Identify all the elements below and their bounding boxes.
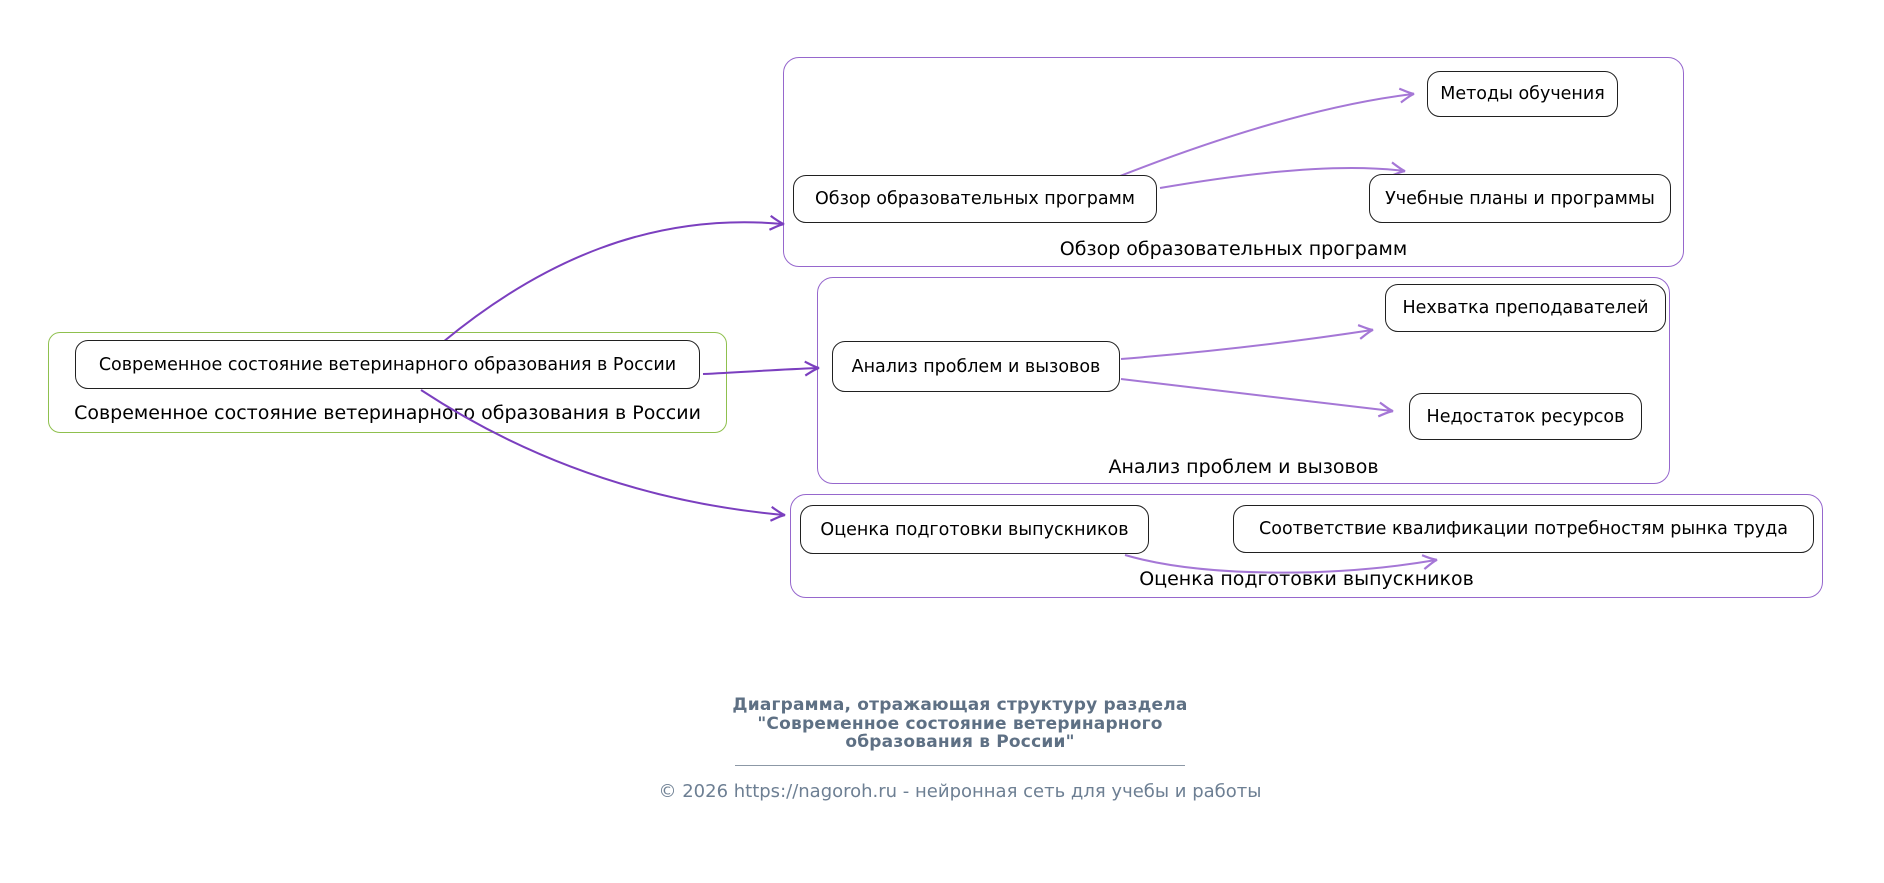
node-sootvetstvie: Соответствие квалификации потребностям рынка труда xyxy=(1233,505,1814,553)
node-nedostatok: Недостаток ресурсов xyxy=(1409,393,1642,440)
footer-title-line3: образования в России" xyxy=(845,732,1075,752)
node-root: Современное состояние ветеринарного образования в России xyxy=(75,340,700,389)
node-metody: Методы обучения xyxy=(1427,71,1618,117)
cluster-obzor-label: Обзор образовательных программ xyxy=(1059,238,1408,260)
footer-copyright: © 2026 https://nagoroh.ru - нейронная сеть для учебы и работы xyxy=(658,780,1262,802)
cluster-analiz-label: Анализ проблем и вызовов xyxy=(1108,456,1379,478)
node-uchebnye: Учебные планы и программы xyxy=(1369,174,1671,223)
footer-title xyxy=(580,696,1340,752)
edge-root-obzor xyxy=(443,222,783,342)
node-analiz: Анализ проблем и вызовов xyxy=(832,341,1120,392)
footer xyxy=(580,696,1340,802)
node-nehvatka: Нехватка преподавателей xyxy=(1385,284,1666,332)
footer-separator xyxy=(735,765,1185,766)
footer-title-line2: "Современное состояние ветеринарного xyxy=(757,713,1163,734)
footer-title-line1: Диаграмма, отражающая структуру раздела xyxy=(732,695,1188,715)
node-ocenka: Оценка подготовки выпускников xyxy=(800,505,1149,554)
cluster-root-label: Современное состояние ветеринарного образования в России xyxy=(74,402,701,424)
node-obzor: Обзор образовательных программ xyxy=(793,175,1157,223)
cluster-ocenka-label: Оценка подготовки выпускников xyxy=(1139,568,1474,590)
